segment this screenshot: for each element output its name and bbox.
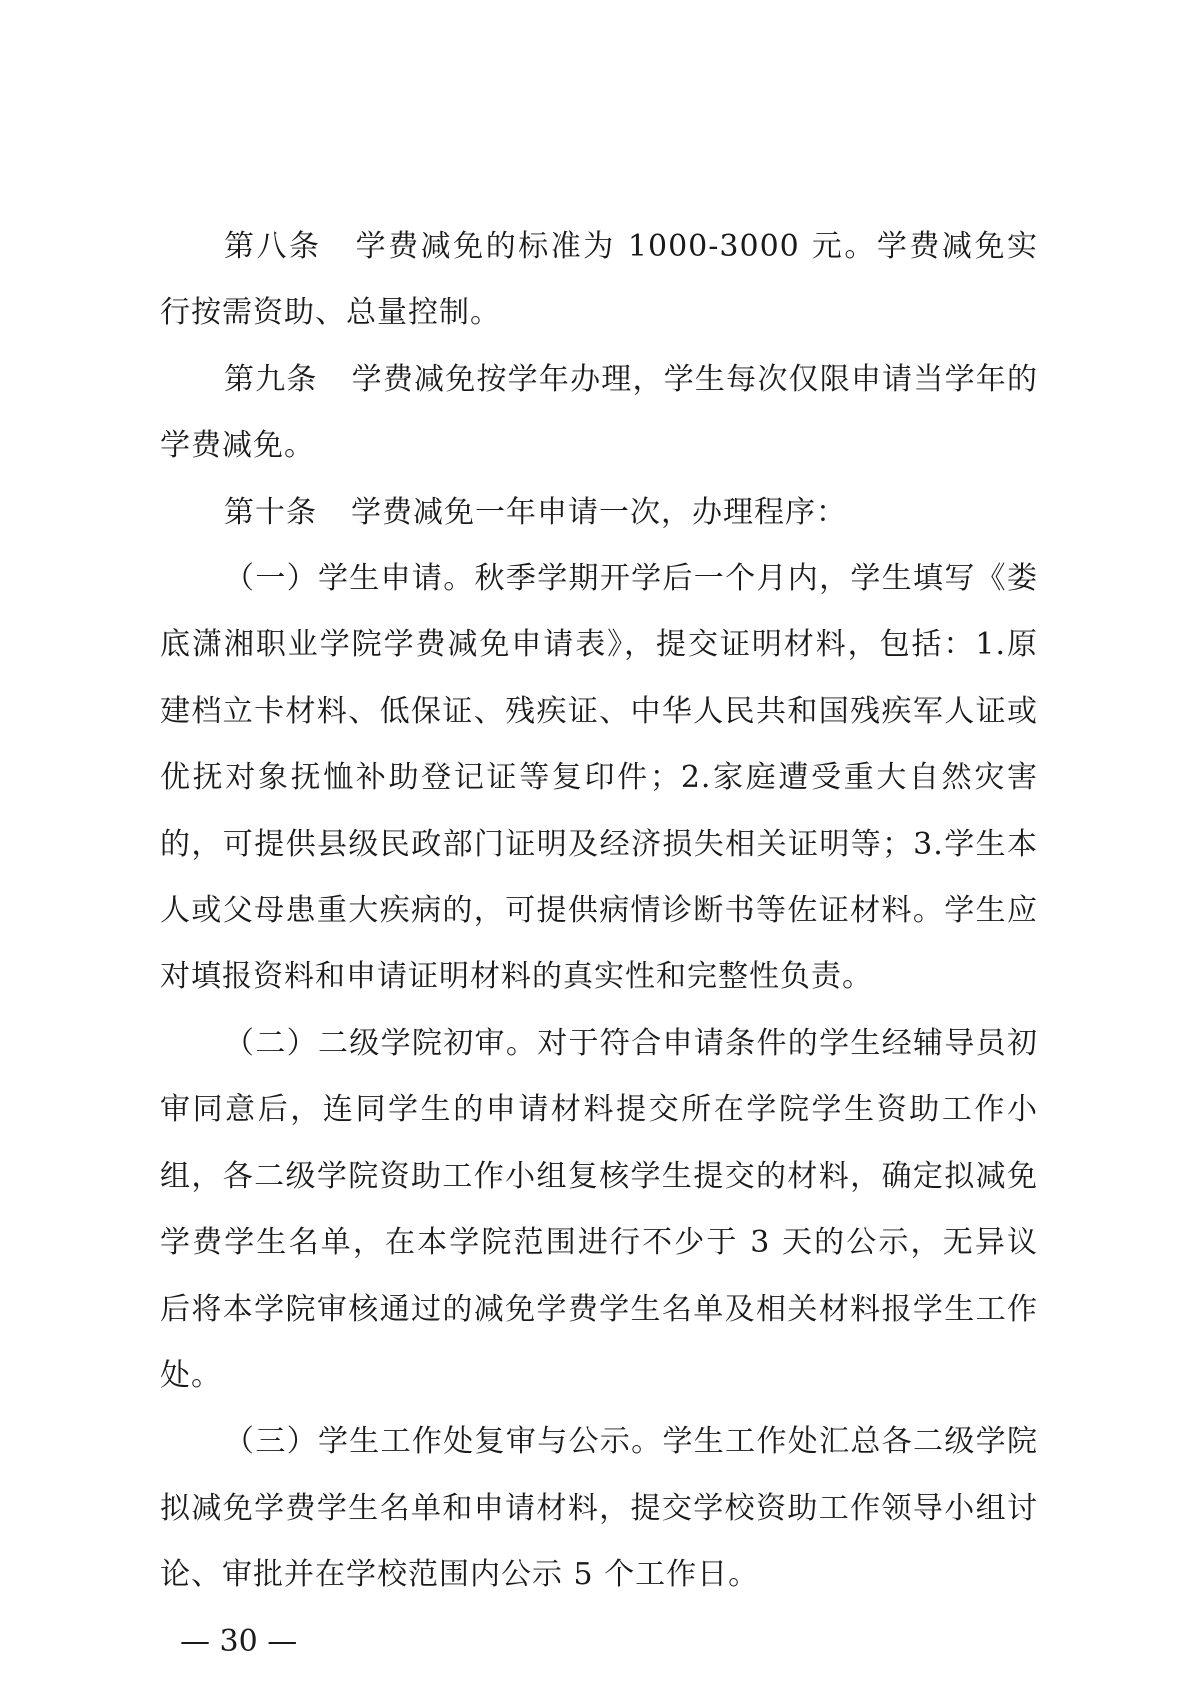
article-8-text: 学费减免的标准为 1000-3000 元。学费减免实行按需资助、总量控制。 — [160, 229, 1038, 331]
article-8-paragraph — [160, 214, 1038, 347]
page-number: — 30 — — [180, 1624, 298, 1659]
procedure-step-2-text: （二）二级学院初审。对于符合申请条件的学生经辅导员初审同意后，连同学生的申请材料提交所在学院学生资助工作小组，各二级学院资助工作小组复核学生提交的材料，确定拟减免学费学生名单，在本学院范围进行不少于 3 天的公示，无异议后将本学院审核通过的减免学费学生名单及相关材料报学生工作处。 — [160, 1025, 1038, 1393]
article-10-text: 学费减免一年申请一次，办理程序： — [351, 494, 847, 530]
article-8-heading: 第八条 — [224, 229, 322, 264]
article-10-heading: 第十条 — [224, 494, 317, 530]
procedure-step-3 — [160, 1409, 1038, 1608]
procedure-step-2 — [160, 1011, 1038, 1409]
procedure-step-1 — [160, 546, 1038, 1011]
article-9-heading: 第九条 — [224, 361, 318, 397]
article-9-text: 学费减免按学年办理，学生每次仅限申请当学年的学费减免。 — [160, 361, 1038, 464]
document-body — [160, 214, 1038, 1609]
article-9-paragraph — [160, 347, 1038, 480]
procedure-step-1-text: （一）学生申请。秋季学期开学后一个月内，学生填写《娄底潇湘职业学院学费减免申请表》，提交证明材料，包括：1.原建档立卡材料、低保证、残疾证、中华人民共和国残疾军人证或优抚对象抚恤补助登记证等复印件；2.家庭遭受重大自然灾害的，可提供县级民政部门证明及经济损失相关证明等；3.学生本人或父母患重大疾病的，可提供病情诊断书等佐证材料。学生应对填报资料和申请证明材料的真实性和完整性负责。 — [160, 561, 1038, 995]
article-10-paragraph — [160, 480, 1038, 546]
procedure-step-3-text: （三）学生工作处复审与公示。学生工作处汇总各二级学院拟减免学费学生名单和申请材料，提交学校资助工作领导小组讨论、审批并在学校范围内公示 5 个工作日。 — [160, 1424, 1038, 1593]
